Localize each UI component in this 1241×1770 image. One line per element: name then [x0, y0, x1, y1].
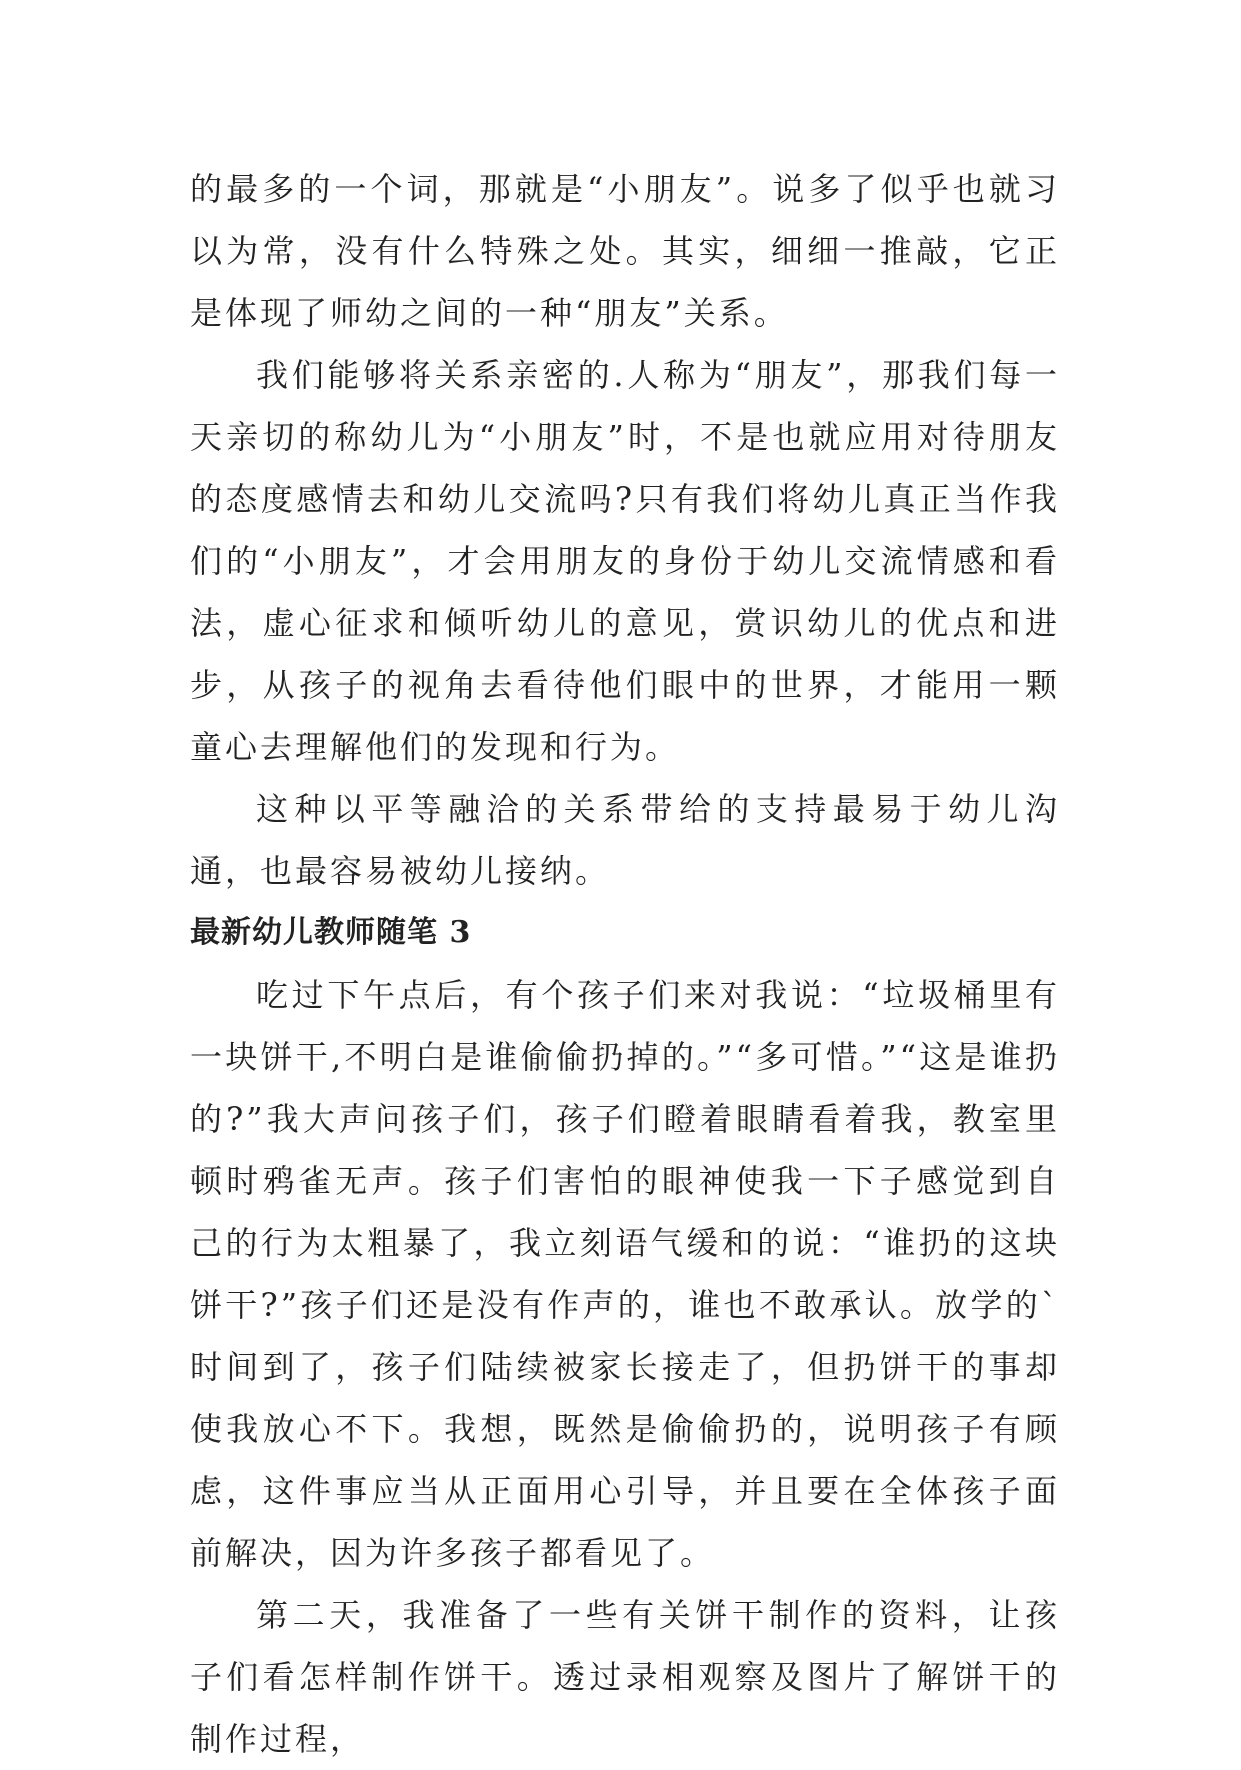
- paragraph: 我们能够将关系亲密的.人称为“朋友”，那我们每一天亲切的称幼儿为“小朋友”时，不是也就应用对待朋友的态度感情去和幼儿交流吗?只有我们将幼儿真正当作我们的“小朋友”，才会用朋友的身份于幼儿交流情感和看法，虚心征求和倾听幼儿的意见，赏识幼儿的优点和进步，从孩子的视角去看待他们眼中的世界，才能用一颗童心去理解他们的发现和行为。: [190, 356, 1060, 766]
- paragraph: 这种以平等融洽的关系带给的支持最易于幼儿沟通，也最容易被幼儿接纳。: [190, 790, 1060, 890]
- paragraph: 第二天，我准备了一些有关饼干制作的资料，让孩子们看怎样制作饼干。透过录相观察及图片了解饼干的制作过程，: [190, 1596, 1060, 1758]
- document-page: [190, 158, 1060, 1770]
- paragraph: 吃过下午点后，有个孩子们来对我说：“垃圾桶里有一块饼干,不明白是谁偷偷扔掉的。”“多可惜。”“这是谁扔的?”我大声问孩子们，孩子们瞪着眼睛看着我，教室里顿时鸦雀无声。孩子们害怕的眼神使我一下子感觉到自己的行为太粗暴了，我立刻语气缓和的说：“谁扔的这块饼干?”孩子们还是没有作声的，谁也不敢承认。放学的`时间到了，孩子们陆续被家长接走了，但扔饼干的事却使我放心不下。我想，既然是偷偷扔的，说明孩子有顾虑，这件事应当从正面用心引导，并且要在全体孩子面前解决，因为许多孩子都看见了。: [190, 976, 1060, 1572]
- paragraph: 的最多的一个词，那就是“小朋友”。说多了似乎也就习以为常，没有什么特殊之处。其实，细细一推敲，它正是体现了师幼之间的一种“朋友”关系。: [190, 170, 1060, 332]
- section-heading: 最新幼儿教师随笔 3: [190, 915, 472, 950]
